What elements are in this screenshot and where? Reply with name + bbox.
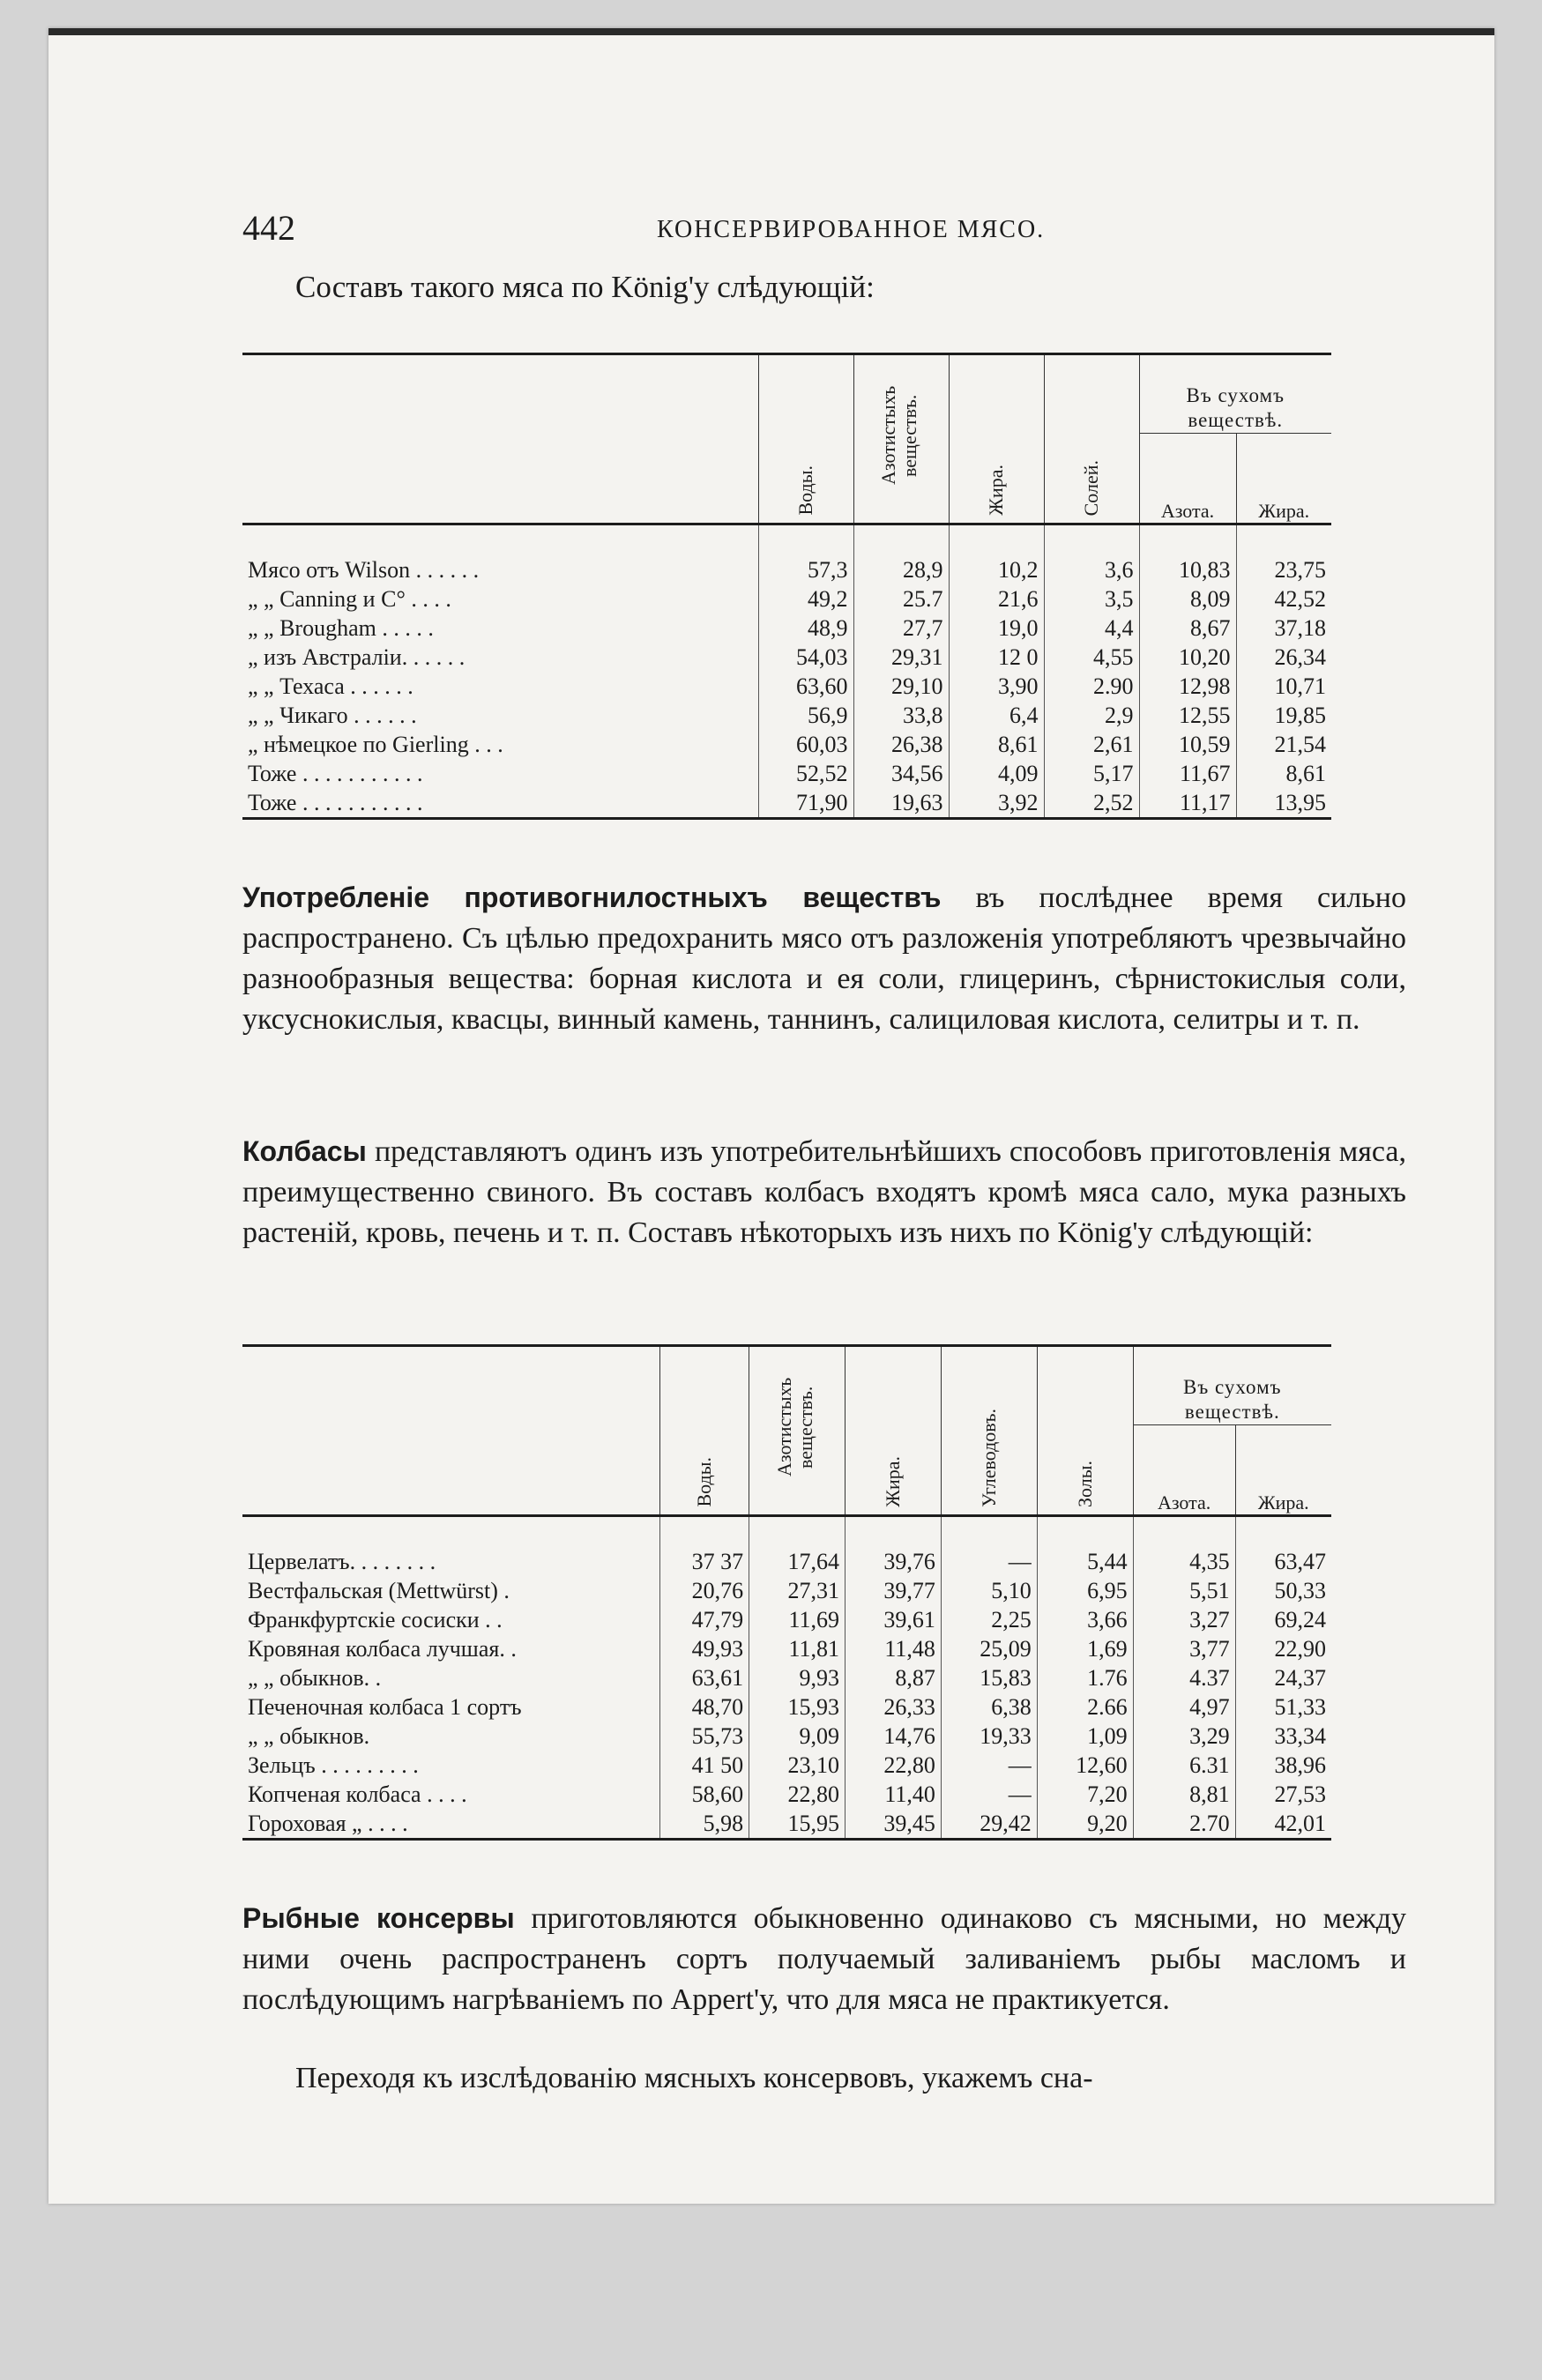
cell: 1,09 bbox=[1037, 1722, 1133, 1751]
cell: 49,93 bbox=[660, 1634, 749, 1663]
row-label: „ изъ Австраліи. . . . . . bbox=[248, 644, 466, 670]
table-row bbox=[242, 584, 1331, 614]
table-row bbox=[242, 788, 1331, 819]
cell: 5,51 bbox=[1133, 1576, 1235, 1605]
cell: 8,09 bbox=[1139, 584, 1236, 614]
cell: 12 0 bbox=[949, 643, 1044, 672]
sausages-paragraph bbox=[242, 1131, 1406, 1253]
cell: 3,90 bbox=[949, 672, 1044, 701]
cell: 21,6 bbox=[949, 584, 1044, 614]
preservatives-lead: Употребленіе противогнилостныхъ веществъ bbox=[242, 881, 942, 913]
table2-header-fat: Жира. bbox=[845, 1346, 942, 1516]
table1-intro: Составъ такого мяса по König'у слѣдующій: bbox=[295, 270, 875, 304]
fish-preserves-text: приготовляются обыкновенно одинаково съ мясными, но между ними очень распространенъ сортъ получаемый заливаніемъ рыбы масломъ и послѣдующимъ нагрѣваніемъ по Appert'у, что для мяса не практикуется. bbox=[242, 1902, 1406, 2016]
cell: 23,10 bbox=[749, 1751, 845, 1780]
cell: 29,10 bbox=[853, 672, 949, 701]
cell: 22,80 bbox=[749, 1780, 845, 1809]
cell: 9,20 bbox=[1037, 1809, 1133, 1840]
table-row bbox=[242, 1634, 1331, 1663]
cell: 3,66 bbox=[1037, 1605, 1133, 1634]
cell: 2.70 bbox=[1133, 1809, 1235, 1840]
cell: 26,38 bbox=[853, 730, 949, 759]
book-page bbox=[48, 28, 1494, 2204]
table2-header-dry-fat: Жира. bbox=[1235, 1425, 1331, 1516]
cell: 33,8 bbox=[853, 701, 949, 730]
cell: 9,09 bbox=[749, 1722, 845, 1751]
row-label: Тоже . . . . . . . . . . . bbox=[248, 761, 423, 786]
cell: 2,61 bbox=[1044, 730, 1139, 759]
cell: 7,20 bbox=[1037, 1780, 1133, 1809]
table1-header-nitrogen-substances: Азотистыхъ веществъ. bbox=[853, 354, 949, 524]
table-row bbox=[242, 614, 1331, 643]
cell: 50,33 bbox=[1235, 1576, 1331, 1605]
cell: 12,98 bbox=[1139, 672, 1236, 701]
cell: 21,54 bbox=[1236, 730, 1331, 759]
cell: 34,56 bbox=[853, 759, 949, 788]
row-label: „ „ Canning и C° . . . . bbox=[248, 586, 451, 612]
cell: — bbox=[941, 1751, 1037, 1780]
cell: 11,48 bbox=[845, 1634, 942, 1663]
cell: 3,77 bbox=[1133, 1634, 1235, 1663]
table2-header-carbohydrates: Углеводовъ. bbox=[941, 1346, 1037, 1516]
cell: 63,60 bbox=[758, 672, 853, 701]
cell: 57,3 bbox=[758, 524, 853, 585]
preservatives-paragraph bbox=[242, 877, 1406, 1040]
table-row bbox=[242, 1663, 1331, 1692]
table-row bbox=[242, 1605, 1331, 1634]
cell: 42,01 bbox=[1235, 1809, 1331, 1840]
cell: 4,55 bbox=[1044, 643, 1139, 672]
table1-header-dry-matter: Въ сухомъ веществѣ. bbox=[1139, 354, 1331, 434]
cell: 27,53 bbox=[1235, 1780, 1331, 1809]
table1-header-water: Воды. bbox=[758, 354, 853, 524]
table-row bbox=[242, 1516, 1331, 1577]
cell: 4,4 bbox=[1044, 614, 1139, 643]
cell: 19,85 bbox=[1236, 701, 1331, 730]
cell: 5,44 bbox=[1037, 1516, 1133, 1577]
cell: 52,52 bbox=[758, 759, 853, 788]
cell: 1.76 bbox=[1037, 1663, 1133, 1692]
cell: 15,83 bbox=[941, 1663, 1037, 1692]
cell: 8,61 bbox=[1236, 759, 1331, 788]
cell: 10,71 bbox=[1236, 672, 1331, 701]
cell: 11,40 bbox=[845, 1780, 942, 1809]
meat-composition-table bbox=[242, 353, 1331, 820]
cell: 10,59 bbox=[1139, 730, 1236, 759]
table1-header-dry-nitrogen: Азота. bbox=[1139, 434, 1236, 524]
row-label: Франкфуртскіе сосиски . . bbox=[248, 1607, 503, 1633]
cell: 2,52 bbox=[1044, 788, 1139, 819]
cell: 10,2 bbox=[949, 524, 1044, 585]
cell: 11,67 bbox=[1139, 759, 1236, 788]
cell: 11,17 bbox=[1139, 788, 1236, 819]
cell: 71,90 bbox=[758, 788, 853, 819]
cell: 2.66 bbox=[1037, 1692, 1133, 1722]
row-label: „ „ Brougham . . . . . bbox=[248, 615, 434, 641]
cell: 29,42 bbox=[941, 1809, 1037, 1840]
table2-header-water: Воды. bbox=[660, 1346, 749, 1516]
cell: 8,81 bbox=[1133, 1780, 1235, 1809]
table-row bbox=[242, 1809, 1331, 1840]
row-label: „ „ Техаса . . . . . . bbox=[248, 673, 413, 699]
cell: 2,25 bbox=[941, 1605, 1037, 1634]
cell: 25.7 bbox=[853, 584, 949, 614]
cell: 49,2 bbox=[758, 584, 853, 614]
preservatives-text: въ послѣднее время сильно распространено. Съ цѣлью предохранить мясо отъ разложенія употребляютъ чрезвычайно разнообразныя вещества: борная кислота и ея соли, глицеринъ, сѣрнистокислыя соли, уксуснокислыя, квасцы, винный камень, таннинъ, салициловая кислота, селитры и т. п. bbox=[242, 881, 1406, 1036]
row-label: „ „ обыкнов. . bbox=[248, 1665, 382, 1691]
cell: 3,92 bbox=[949, 788, 1044, 819]
cell: 5,98 bbox=[660, 1809, 749, 1840]
cell: — bbox=[941, 1516, 1037, 1577]
cell: 19,63 bbox=[853, 788, 949, 819]
row-label: Тоже . . . . . . . . . . . bbox=[242, 788, 758, 819]
cell: 14,76 bbox=[845, 1722, 942, 1751]
cell: 11,69 bbox=[749, 1605, 845, 1634]
table1-name-header bbox=[242, 354, 758, 524]
cell: 20,76 bbox=[660, 1576, 749, 1605]
table-row bbox=[242, 672, 1331, 701]
cell: 33,34 bbox=[1235, 1722, 1331, 1751]
cell: 2.90 bbox=[1044, 672, 1139, 701]
cell: 3,5 bbox=[1044, 584, 1139, 614]
fish-preserves-lead: Рыбные консервы bbox=[242, 1902, 515, 1934]
cell: 5,17 bbox=[1044, 759, 1139, 788]
table2-header-nitrogen-substances: Азотистыхъ веществъ. bbox=[749, 1346, 845, 1516]
cell: 63,61 bbox=[660, 1663, 749, 1692]
table-row bbox=[242, 1751, 1331, 1780]
cell: 11,81 bbox=[749, 1634, 845, 1663]
cell: 69,24 bbox=[1235, 1605, 1331, 1634]
cell: 4,35 bbox=[1133, 1516, 1235, 1577]
row-label: Мясо отъ Wilson . . . . . . bbox=[242, 524, 758, 585]
cell: 41 50 bbox=[660, 1751, 749, 1780]
cell: 26,33 bbox=[845, 1692, 942, 1722]
cell: 38,96 bbox=[1235, 1751, 1331, 1780]
cell: 15,95 bbox=[749, 1809, 845, 1840]
cell: 2,9 bbox=[1044, 701, 1139, 730]
table-row bbox=[242, 1780, 1331, 1809]
cell: 37,18 bbox=[1236, 614, 1331, 643]
table-row bbox=[242, 701, 1331, 730]
cell: 47,79 bbox=[660, 1605, 749, 1634]
cell: 10,83 bbox=[1139, 524, 1236, 585]
cell: 23,75 bbox=[1236, 524, 1331, 585]
cell: 28,9 bbox=[853, 524, 949, 585]
cell: 17,64 bbox=[749, 1516, 845, 1577]
row-label: Кровяная колбаса лучшая. . bbox=[248, 1636, 517, 1662]
page-header bbox=[242, 207, 1406, 260]
cell: 19,0 bbox=[949, 614, 1044, 643]
cell: 9,93 bbox=[749, 1663, 845, 1692]
cell: 39,45 bbox=[845, 1809, 942, 1840]
cell: 6,38 bbox=[941, 1692, 1037, 1722]
row-label: Цервелатъ. . . . . . . . bbox=[242, 1516, 660, 1577]
cell: 27,7 bbox=[853, 614, 949, 643]
cell: 26,34 bbox=[1236, 643, 1331, 672]
sausages-lead: Колбасы bbox=[242, 1135, 367, 1167]
sausage-composition-table bbox=[242, 1344, 1331, 1841]
cell: 22,90 bbox=[1235, 1634, 1331, 1663]
table-row bbox=[242, 643, 1331, 672]
table-row bbox=[242, 1722, 1331, 1751]
cell: 56,9 bbox=[758, 701, 853, 730]
table-row bbox=[242, 730, 1331, 759]
cell: 58,60 bbox=[660, 1780, 749, 1809]
cell: 8,87 bbox=[845, 1663, 942, 1692]
cell: 6,4 bbox=[949, 701, 1044, 730]
cell: 8,61 bbox=[949, 730, 1044, 759]
cell: 22,80 bbox=[845, 1751, 942, 1780]
cell: 5,10 bbox=[941, 1576, 1037, 1605]
table2-name-header bbox=[242, 1346, 660, 1516]
table2-header-ash: Золы. bbox=[1037, 1346, 1133, 1516]
cell: 10,20 bbox=[1139, 643, 1236, 672]
table2-header-dry-nitrogen: Азота. bbox=[1133, 1425, 1235, 1516]
table2-header-dry-matter: Въ сухомъ веществѣ. bbox=[1133, 1346, 1331, 1425]
cell: 27,31 bbox=[749, 1576, 845, 1605]
sausages-text: представляютъ одинъ изъ употребительнѣйшихъ способовъ приготовленія мяса, преимущественно свиного. Въ составъ колбасъ входятъ кромѣ мяса сало, мука разныхъ растеній, кровь, печень и т. п. Составъ нѣкоторыхъ изъ нихъ по König'у слѣдующій: bbox=[242, 1135, 1406, 1249]
cell: 4,97 bbox=[1133, 1692, 1235, 1722]
row-label: „ „ Чикаго . . . . . . bbox=[248, 703, 417, 728]
cell: 12,55 bbox=[1139, 701, 1236, 730]
table-row bbox=[242, 759, 1331, 788]
cell: 19,33 bbox=[941, 1722, 1037, 1751]
cell: 37 37 bbox=[660, 1516, 749, 1577]
cell: 39,77 bbox=[845, 1576, 942, 1605]
row-label: „ „ обыкнов. bbox=[248, 1723, 370, 1749]
table-row bbox=[242, 1576, 1331, 1605]
table1-header-salts: Солей. bbox=[1044, 354, 1139, 524]
cell: 6,95 bbox=[1037, 1576, 1133, 1605]
cell: 39,76 bbox=[845, 1516, 942, 1577]
cell: 54,03 bbox=[758, 643, 853, 672]
row-label: Печеночная колбаса 1 сортъ bbox=[248, 1694, 522, 1720]
cell: 3,6 bbox=[1044, 524, 1139, 585]
cell: 55,73 bbox=[660, 1722, 749, 1751]
row-label: Зельцъ . . . . . . . . . bbox=[248, 1752, 419, 1778]
row-label: „ нѣмецкое по Gierling . . . bbox=[248, 732, 503, 757]
cell: 6.31 bbox=[1133, 1751, 1235, 1780]
cell: 63,47 bbox=[1235, 1516, 1331, 1577]
closing-paragraph: Переходя къ изслѣдованію мясныхъ консервовъ, укажемъ сна- bbox=[295, 2062, 1093, 2094]
cell: 13,95 bbox=[1236, 788, 1331, 819]
table-row bbox=[242, 1692, 1331, 1722]
cell: 39,61 bbox=[845, 1605, 942, 1634]
cell: 4.37 bbox=[1133, 1663, 1235, 1692]
cell: 42,52 bbox=[1236, 584, 1331, 614]
cell: 48,9 bbox=[758, 614, 853, 643]
cell: 8,67 bbox=[1139, 614, 1236, 643]
cell: — bbox=[941, 1780, 1037, 1809]
running-head: КОНСЕРВИРОВАННОЕ МЯСО. bbox=[657, 216, 1046, 243]
cell: 48,70 bbox=[660, 1692, 749, 1722]
row-label: Копченая колбаса . . . . bbox=[248, 1781, 467, 1807]
cell: 24,37 bbox=[1235, 1663, 1331, 1692]
cell: 15,93 bbox=[749, 1692, 845, 1722]
cell: 60,03 bbox=[758, 730, 853, 759]
table1-header-fat: Жира. bbox=[949, 354, 1044, 524]
cell: 3,27 bbox=[1133, 1605, 1235, 1634]
cell: 4,09 bbox=[949, 759, 1044, 788]
page-number: 442 bbox=[242, 208, 295, 248]
table1-header-dry-fat: Жира. bbox=[1236, 434, 1331, 524]
fish-preserves-paragraph bbox=[242, 1898, 1406, 2020]
row-label: Вестфальская (Mettwürst) . bbox=[248, 1578, 510, 1603]
cell: 51,33 bbox=[1235, 1692, 1331, 1722]
table-row bbox=[242, 524, 1331, 585]
row-label: Гороховая „ . . . . bbox=[242, 1809, 660, 1840]
cell: 1,69 bbox=[1037, 1634, 1133, 1663]
cell: 12,60 bbox=[1037, 1751, 1133, 1780]
cell: 25,09 bbox=[941, 1634, 1037, 1663]
cell: 29,31 bbox=[853, 643, 949, 672]
cell: 3,29 bbox=[1133, 1722, 1235, 1751]
